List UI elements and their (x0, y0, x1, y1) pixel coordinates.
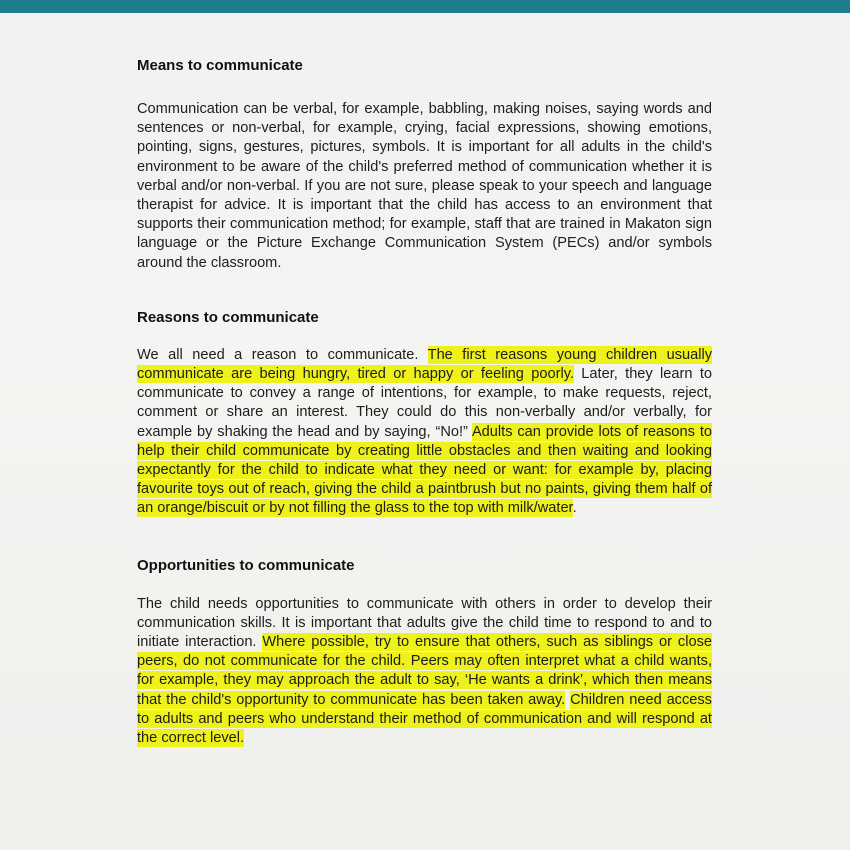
body-text: . (572, 500, 577, 517)
highlighted-text: Children need access to adults and peers who understand their method of communication and will respond at the correct level. (137, 691, 712, 747)
highlighted-text: The first reasons young children usually communicate are being hungry, tired or happy or feeling poorly. (137, 346, 713, 383)
body-text: We all need a reason to communicate. (137, 346, 428, 363)
highlighted-text: Where possible, try to ensure that others, such as siblings or close peers, do not communicate for the child. Peers may often interpret what a child wants, for example, they may approach the adult to say, ‘He wants a drink’, which then means that the child's opportunity to communicate has been taken away. (137, 634, 712, 708)
section-body-reasons (137, 346, 712, 519)
body-text: The child needs opportunities to communicate with others in order to develop their communication skills. It is important that adults give the child time to respond to and to initiate interaction. (137, 595, 712, 651)
body-text: Later, they learn to communicate to convey a range of intentions, for example, to make requests, reject, comment or share an interest. They could do this non-verbally and/or verbally, for example by shaking the head and by saying, “No!” (137, 366, 713, 440)
section-body-opportunities (137, 595, 712, 749)
highlighted-text: Adults can provide lots of reasons to help their child communicate by creating little obstacles and then waiting and looking expectantly for the child to indicate what they need or want: for example by, placing favourite toys out of reach, giving the child a paintbrush but no paints, giving them half of an orange/biscuit or by not filling the glass to the top with milk/water (137, 423, 712, 517)
header-band (0, 0, 850, 13)
section-heading-reasons: Reasons to communicate (137, 308, 319, 326)
document-content (137, 55, 712, 748)
body-text: Communication can be verbal, for example, babbling, making noises, saying words and sentences or non-verbal, for example, crying, facial expressions, showing emotions, pointing, signs, gestures, pictures, symbols. It is important for all adults in the child's environment to be aware of the child's preferred method of communication whether it is verbal and/or non-verbal. If you are not sure, please speak to your speech and language therapist for advice. It is important that the child has access to an environment that supports their communication method; for example, staff that are trained in Makaton sign language or the Picture Exchange Communication System (PECs) and/or symbols around the classroom. (137, 101, 712, 271)
section-body-means (137, 100, 712, 273)
section-heading-means: Means to communicate (137, 57, 303, 74)
section-heading-opportunities: Opportunities to communicate (137, 556, 355, 574)
